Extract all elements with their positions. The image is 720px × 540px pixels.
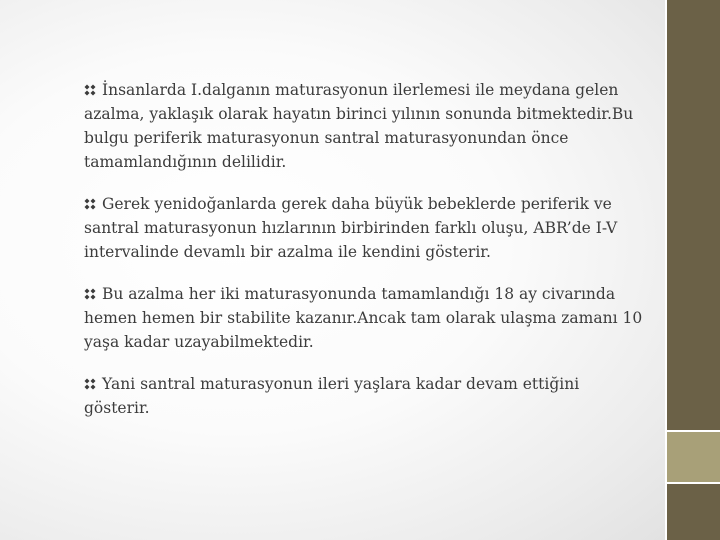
sidebar-light-band — [665, 430, 720, 484]
bullet-text: Gerek yenidoğanlarda gerek daha büyük bebeklerde periferik ve santral maturasyonun hızlarının birbirinden farklı oluşu, ABR’de I-V intervalinde devamlı bir azalma ile kendini gösterir. — [84, 195, 618, 261]
bullet-item-4 — [84, 372, 644, 420]
bullet-item-2 — [84, 192, 644, 264]
decorative-sidebar — [665, 0, 720, 540]
bullet-text: Yani santral maturasyonun ileri yaşlara kadar devam ettiğini gösterir. — [84, 375, 580, 417]
diamond-bullet-icon — [84, 288, 96, 300]
bullet-item-3 — [84, 282, 644, 354]
diamond-bullet-icon — [84, 84, 96, 96]
sidebar-dark-band-bottom — [665, 484, 720, 540]
bullet-text: Bu azalma her iki maturasyonunda tamamlandığı 18 ay civarında hemen hemen bir stabilite kazanır.Ancak tam olarak ulaşma zamanı 10 yaşa kadar uzayabilmektedir. — [84, 285, 643, 351]
slide-content — [84, 78, 644, 438]
sidebar-dark-band-top — [665, 0, 720, 430]
diamond-bullet-icon — [84, 378, 96, 390]
sidebar-divider — [665, 0, 667, 540]
diamond-bullet-icon — [84, 198, 96, 210]
bullet-text: İnsanlarda I.dalganın maturasyonun ilerlemesi ile meydana gelen azalma, yaklaşık olarak hayatın birinci yılının sonunda bitmektedir.Bu bulgu periferik maturasyonun santral maturasyonundan önce tamamlandığının delilidir. — [84, 81, 634, 171]
bullet-item-1 — [84, 78, 644, 174]
